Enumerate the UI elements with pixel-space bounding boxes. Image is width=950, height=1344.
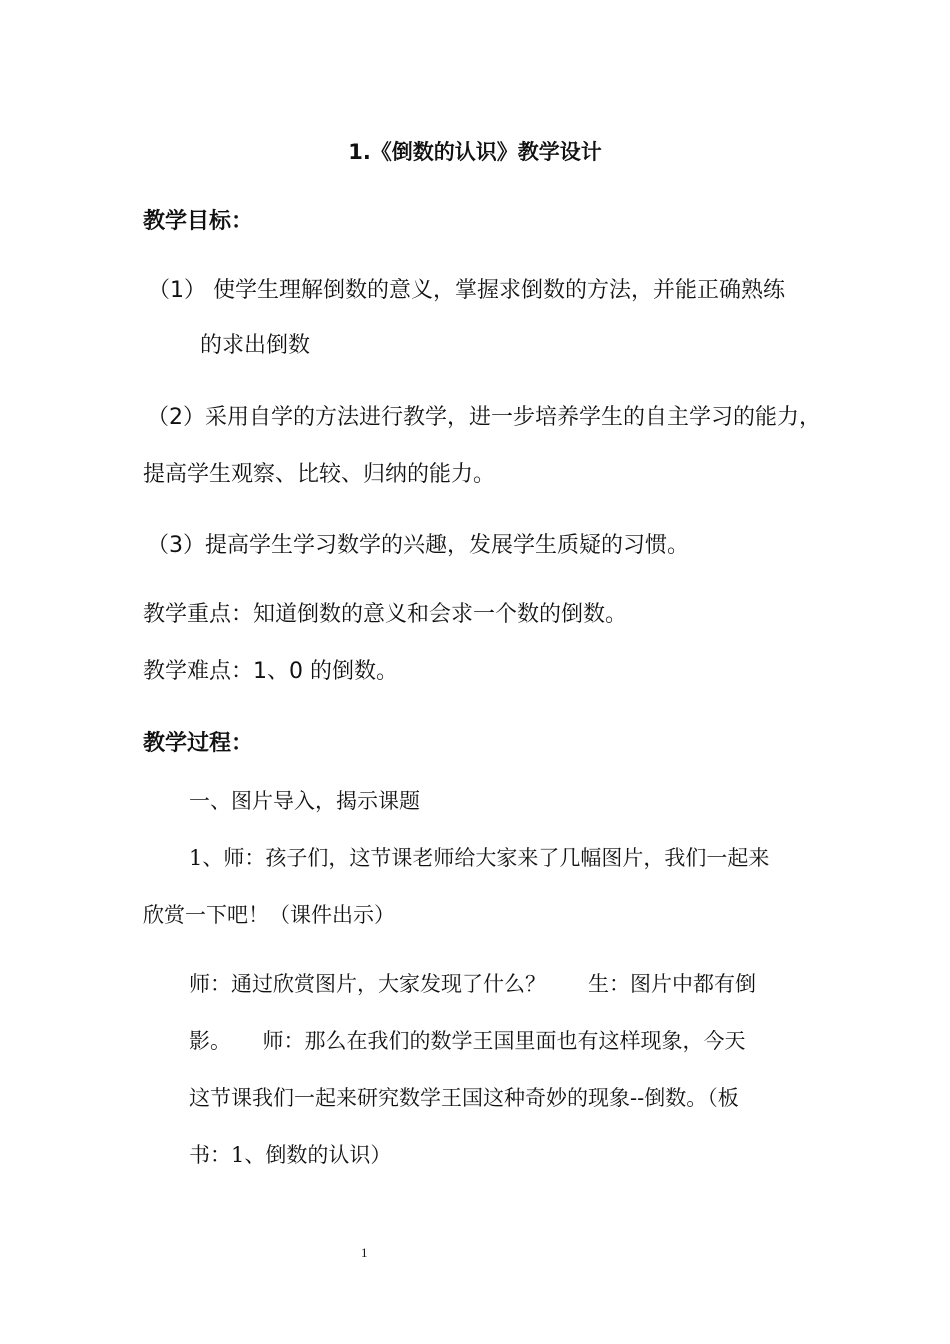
document-title: 1.《倒数的认识》教学设计 xyxy=(348,140,602,164)
objective-2-line-1: （2）采用自学的方法进行教学，进一步培养学生的自主学习的能力， xyxy=(147,405,821,430)
paragraph-2-line-3: 这节课我们一起来研究数学王国这种奇妙的现象--倒数。（板 xyxy=(189,1086,739,1110)
paragraph-2-line-4: 书：1、倒数的认识） xyxy=(189,1143,392,1167)
key-point: 教学重点：知道倒数的意义和会求一个数的倒数。 xyxy=(143,602,628,627)
process-heading: 教学过程： xyxy=(143,731,254,756)
paragraph-1-line-1: 1、师：孩子们，这节课老师给大家来了几幅图片，我们一起来 xyxy=(189,846,770,870)
objective-1-line-2: 的求出倒数 xyxy=(200,333,311,358)
objective-3: （3）提高学生学习数学的兴趣，发展学生质疑的习惯。 xyxy=(147,533,689,558)
objective-2-line-2: 提高学生观察、比较、归纳的能力。 xyxy=(143,462,496,487)
paragraph-2-line-2: 影。 师：那么在我们的数学王国里面也有这样现象，今天 xyxy=(189,1029,746,1053)
page-number: 1 xyxy=(361,1245,368,1260)
paragraph-2-line-1: 师：通过欣赏图片，大家发现了什么？ 生：图片中都有倒 xyxy=(189,972,756,996)
objective-1-line-1: （1） 使学生理解倒数的意义，掌握求倒数的方法，并能正确熟练 xyxy=(148,278,785,303)
difficulty-point: 教学难点：1、0 的倒数。 xyxy=(143,659,398,684)
paragraph-1-line-2: 欣赏一下吧！（课件出示） xyxy=(143,903,395,927)
section-1-heading: 一、图片导入，揭示课题 xyxy=(189,789,420,813)
objectives-heading: 教学目标： xyxy=(143,209,254,234)
